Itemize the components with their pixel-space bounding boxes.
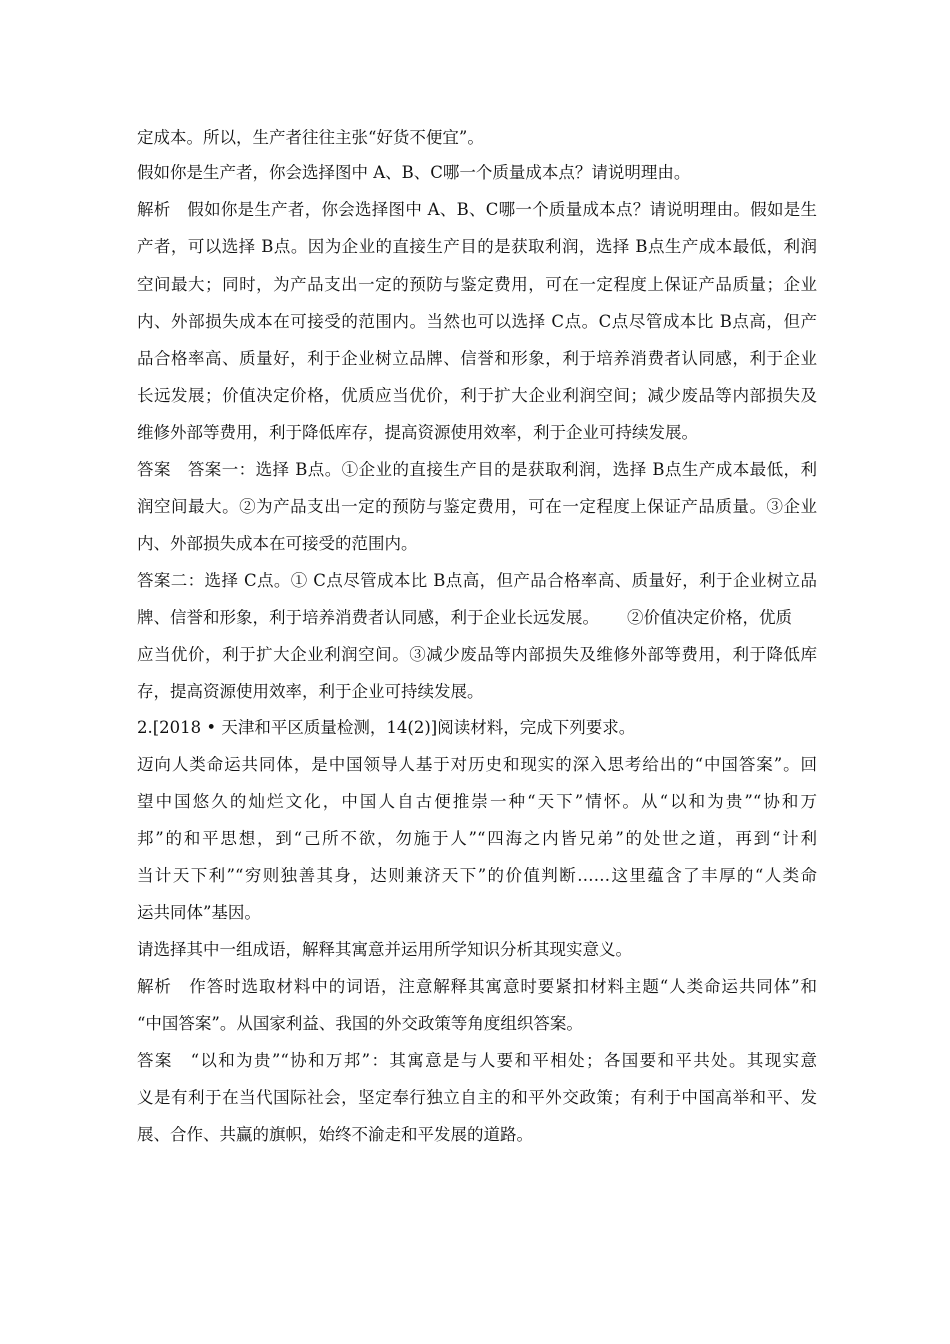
text-line: 定成本。所以，生产者往往主张“好货不便宜”。 xyxy=(137,128,484,147)
question-heading: 2.[2018 • 天津和平区质量检测，14(2)]阅读材料，完成下列要求。 xyxy=(137,718,636,737)
material-line: 望中国悠久的灿烂文化，中国人自古便推崇一种“天下”情怀。从“以和为贵”“协和万 xyxy=(137,792,817,811)
analysis-line: 内、外部损失成本在可接受的范围内。当然也可以选择 C点。C点尽管成本比 B点高，但产 xyxy=(137,312,817,331)
answer-line xyxy=(137,607,817,629)
answer-line: 内、外部损失成本在可接受的范围内。 xyxy=(137,534,418,553)
material-line: 当计天下利”“穷则独善其身，达则兼济天下”的价值判断……这里蕴含了丰厚的“人类命 xyxy=(137,866,817,885)
question-line: 请选择其中一组成语，解释其寓意并运用所学知识分析其现实意义。 xyxy=(137,940,632,959)
analysis-line: 维修外部等费用，利于降低库存，提高资源使用效率，利于企业可持续发展。 xyxy=(137,423,698,442)
answer-segment: ②价值决定价格，优质 xyxy=(627,608,792,627)
analysis-line: 解析 假如你是生产者，你会选择图中 A、B、C哪一个质量成本点？请说明理由。假如是生 xyxy=(137,200,817,219)
analysis-line: 空间最大；同时，为产品支出一定的预防与鉴定费用，可在一定程度上保证产品质量；企业 xyxy=(137,275,817,294)
material-line: 迈向人类命运共同体，是中国领导人基于对历史和现实的深入思考给出的“中国答案”。回 xyxy=(137,755,817,774)
answer-line: 应当优价，利于扩大企业利润空间。③减少废品等内部损失及维修外部等费用，利于降低库 xyxy=(137,645,817,664)
answer-line: 义是有利于在当代国际社会，坚定奉行独立自主的和平外交政策；有利于中国高举和平、发 xyxy=(137,1088,817,1107)
analysis-line: 品合格率高、质量好，利于企业树立品牌、信誉和形象，利于培养消费者认同感，利于企业 xyxy=(137,349,817,368)
answer-line: 存，提高资源使用效率，利于企业可持续发展。 xyxy=(137,682,484,701)
answer-line: 答案 答案一：选择 B点。①企业的直接生产目的是获取利润，选择 B点生产成本最低，利 xyxy=(137,460,817,479)
answer-line: 展、合作、共赢的旗帜，始终不渝走和平发展的道路。 xyxy=(137,1125,533,1144)
material-line: 邦”的和平思想，到“己所不欲，勿施于人”“四海之内皆兄弟”的处世之道，再到“计利 xyxy=(137,829,817,848)
analysis-line: 产者，可以选择 B点。因为企业的直接生产目的是获取利润，选择 B点生产成本最低，利润 xyxy=(137,237,817,256)
answer-segment: 牌、信誉和形象，利于培养消费者认同感，利于企业长远发展。 xyxy=(137,608,599,627)
answer-line: 答案 “以和为贵”“协和万邦”：其寓意是与人要和平相处；各国要和平共处。其现实意 xyxy=(137,1051,817,1070)
question-line: 假如你是生产者，你会选择图中 A、B、C哪一个质量成本点？请说明理由。 xyxy=(137,163,691,182)
analysis-line: 解析 作答时选取材料中的词语，注意解释其寓意时要紧扣材料主题“人类命运共同体”和 xyxy=(137,977,817,996)
analysis-line: “中国答案”。从国家利益、我国的外交政策等角度组织答案。 xyxy=(137,1014,583,1033)
analysis-line: 长远发展；价值决定价格，优质应当优价，利于扩大企业利润空间；减少废品等内部损失及 xyxy=(137,386,817,405)
material-line: 运共同体”基因。 xyxy=(137,903,261,922)
answer-line: 答案二：选择 C点。① C点尽管成本比 B点高，但产品合格率高、质量好，利于企业树立品 xyxy=(137,571,817,590)
answer-line: 润空间最大。②为产品支出一定的预防与鉴定费用，可在一定程度上保证产品质量。③企业 xyxy=(137,497,817,516)
